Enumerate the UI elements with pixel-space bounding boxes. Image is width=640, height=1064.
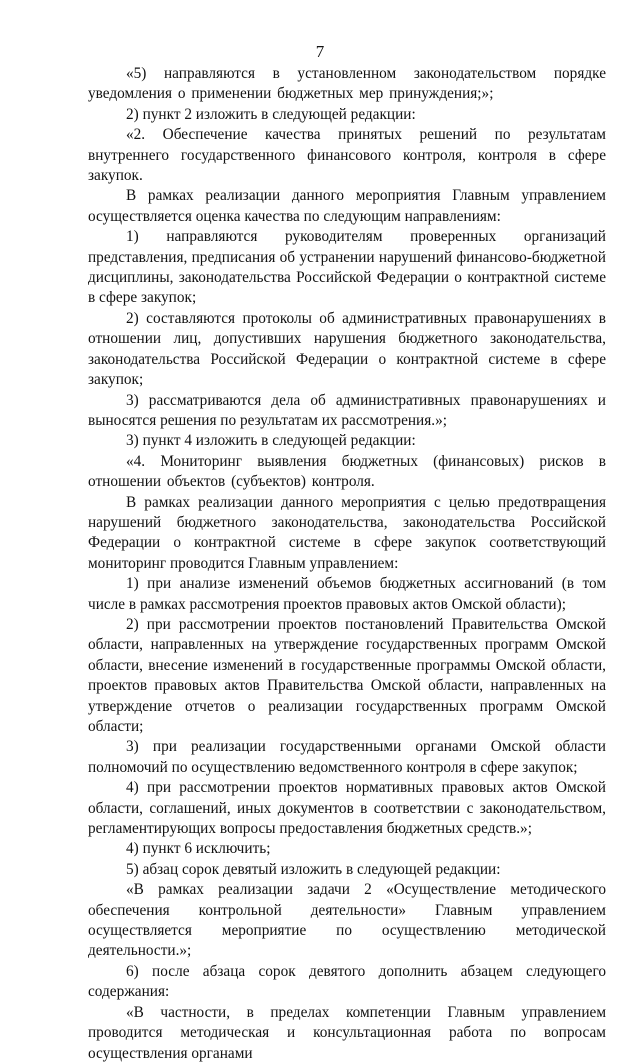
paragraph: 2) пункт 2 изложить в следующей редакции: bbox=[126, 105, 416, 123]
paragraph: 1) направляются руководителям проверенных организаций представления, предписания об устранении нарушений финансово-бюджетной дисциплины, законодательства Российской Федерации о контрактной системе в сфере закупок; bbox=[88, 228, 606, 307]
paragraph: В рамках реализации данного мероприятия Главным управлением осуществляется оценка качества по следующим направлениям: bbox=[88, 187, 606, 225]
paragraph: 5) абзац сорок девятый изложить в следующей редакции: bbox=[126, 860, 501, 878]
paragraph: «4. Мониторинг выявления бюджетных (финансовых) рисков в отношении объектов (субъектов) контроля. bbox=[88, 452, 606, 491]
paragraph: 2) составляются протоколы об административных правонарушениях в отношении лиц, допустивших нарушения бюджетного законодательства, законодательства Российской Федерации о контрактной системе в сфере закупок; bbox=[88, 309, 606, 389]
paragraph: 3) при реализации государственными органами Омской области полномочий по осуществлению ведомственного контроля в сфере закупок; bbox=[88, 738, 606, 776]
paragraph: «В рамках реализации задачи 2 «Осуществление методического обеспечения контрольной деятельности» Главным управлением осуществляется мероприятие по осуществлению методической деятельности.»; bbox=[88, 881, 606, 960]
paragraph: 3) рассматриваются дела об административных правонарушениях и выносятся решения по результатам их рассмотрения.»; bbox=[88, 391, 606, 429]
paragraph: 2) при рассмотрении проектов постановлений Правительства Омской области, направленных на утверждение государственных программ Омской области, внесение изменений в государственные программы Омской области, проектов правовых актов Правительства Омской области, направленных на утверждение отчетов о реализации государственных программ Омской области; bbox=[88, 615, 606, 735]
paragraph: 1) при анализе изменений объемов бюджетных ассигнований (в том числе в рамках рассмотрения проектов правовых актов Омской области); bbox=[88, 575, 606, 613]
paragraph: 4) при рассмотрении проектов нормативных правовых актов Омской области, соглашений, иных документов в соответствии с законодательством, регламентирующих вопросы предоставления бюджетных средств.»; bbox=[88, 779, 606, 838]
paragraph: «2. Обеспечение качества принятых решений по результатам внутреннего государственного финансового контроля, контроля в сфере закупок. bbox=[88, 126, 606, 185]
document-body bbox=[88, 64, 606, 1064]
page-number: 7 bbox=[315, 42, 325, 61]
paragraph: 4) пункт 6 исключить; bbox=[126, 840, 271, 858]
paragraph: В рамках реализации данного мероприятия с целью предотвращения нарушений бюджетного законодательства, законодательства Российской Федерации о контрактной системе в сфере закупок соответствующий мониторинг проводится Главным управлением: bbox=[88, 493, 606, 572]
paragraph: «5) направляются в установленном законодательством порядке уведомления о применении бюджетных мер принуждения;»; bbox=[88, 65, 606, 103]
paragraph: 6) после абзаца сорок девятого дополнить абзацем следующего содержания: bbox=[88, 962, 606, 1001]
paragraph: «В частности, в пределах компетенции Главным управлением проводится методическая и консультационная работа по вопросам осуществления органами bbox=[88, 1003, 606, 1062]
paragraph: 3) пункт 4 изложить в следующей редакции: bbox=[126, 432, 416, 450]
